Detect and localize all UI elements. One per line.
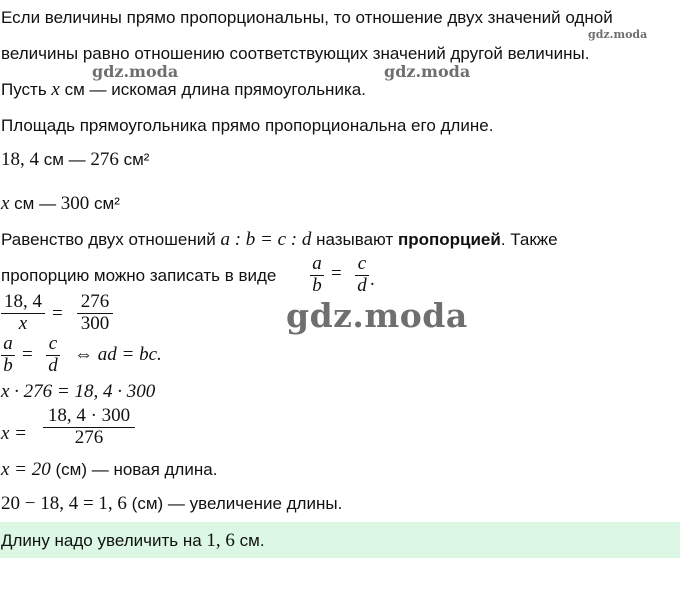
- cross-product-rule: ⇔ ad = bc.: [74, 344, 162, 365]
- text: Равенство двух отношений: [1, 230, 221, 249]
- new-length-result: [1, 460, 217, 480]
- math: 20 − 18, 4 = 1, 6: [1, 493, 127, 514]
- number: 276: [90, 149, 119, 170]
- increase-result: [1, 494, 342, 514]
- fraction-c-over-d: [355, 254, 369, 296]
- proportion-form-text: пропорцию можно записать в виде: [1, 266, 277, 285]
- denominator: x: [18, 313, 28, 334]
- equation-cross-multiply: x · 276 = 18, 4 · 300: [1, 381, 156, 402]
- answer-text: [1, 531, 265, 551]
- equation-x-equals: x =: [1, 423, 28, 444]
- text: Пусть: [1, 80, 52, 99]
- unknown-values: [1, 194, 120, 214]
- equals-sign: =: [331, 263, 342, 284]
- fraction-a-over-b: [1, 334, 15, 376]
- numerator: 18, 4: [4, 292, 42, 312]
- watermark-small: gdz.moda: [92, 62, 179, 81]
- denominator: b: [312, 275, 322, 296]
- answer-number: 1, 6: [206, 530, 235, 551]
- fraction-c-over-d: [46, 334, 60, 376]
- text: называют: [311, 230, 398, 249]
- rule-text-line-1: Если величины прямо пропорциональны, то отношение двух значений одной: [1, 8, 613, 27]
- text: см — искомая длина прямоугольника.: [59, 80, 366, 99]
- numerator: c: [357, 253, 367, 274]
- period: .: [370, 269, 375, 290]
- denominator: b: [3, 355, 13, 376]
- text: см —: [9, 194, 61, 213]
- watermark-small: gdz.moda: [588, 28, 648, 41]
- term-proportion: пропорцией: [397, 230, 501, 249]
- let-statement: [1, 80, 366, 100]
- denominator: 276: [74, 427, 104, 448]
- answer-box: [0, 522, 680, 558]
- fraction-276-over-300: [77, 292, 113, 334]
- denominator: d: [48, 355, 58, 376]
- numerator: a: [312, 253, 322, 274]
- ratio-expression: a : b = c : d: [220, 229, 312, 250]
- denominator: d: [357, 275, 367, 296]
- known-values: [1, 150, 149, 170]
- fraction-solution: [43, 406, 135, 448]
- math: x = 20: [1, 459, 51, 480]
- proportion-definition: [1, 230, 558, 250]
- text: Длину надо увеличить на: [1, 531, 207, 550]
- numerator: 276: [80, 292, 110, 312]
- watermark-large: gdz.moda: [286, 296, 468, 335]
- numerator: c: [48, 333, 58, 354]
- text: см —: [39, 150, 91, 169]
- watermark-small: gdz.moda: [384, 62, 471, 81]
- text: см²: [89, 194, 120, 213]
- rule-text-line-2: величины равно отношению соответствующих значений другой величины.: [1, 44, 590, 63]
- text: (см) — увеличение длины.: [126, 494, 343, 513]
- text: (см) — новая длина.: [50, 460, 218, 479]
- equation-x-fraction: [0, 406, 680, 454]
- text: . Также: [500, 230, 558, 249]
- denominator: 300: [80, 313, 110, 334]
- area-statement: Площадь прямоугольника прямо пропорциональна его длине.: [1, 116, 494, 135]
- variable-x: x: [1, 193, 10, 214]
- fraction-18-4-over-x: [1, 292, 45, 334]
- text: см²: [118, 150, 150, 169]
- variable-x: x: [51, 79, 60, 100]
- equals-sign: =: [52, 303, 63, 324]
- fraction-a-over-b: [310, 254, 324, 296]
- numerator: 18, 4 · 300: [47, 406, 131, 426]
- equals-sign: =: [22, 344, 33, 365]
- text: см.: [234, 531, 265, 550]
- numerator: a: [3, 333, 13, 354]
- number: 18, 4: [1, 149, 39, 170]
- number: 300: [60, 193, 90, 214]
